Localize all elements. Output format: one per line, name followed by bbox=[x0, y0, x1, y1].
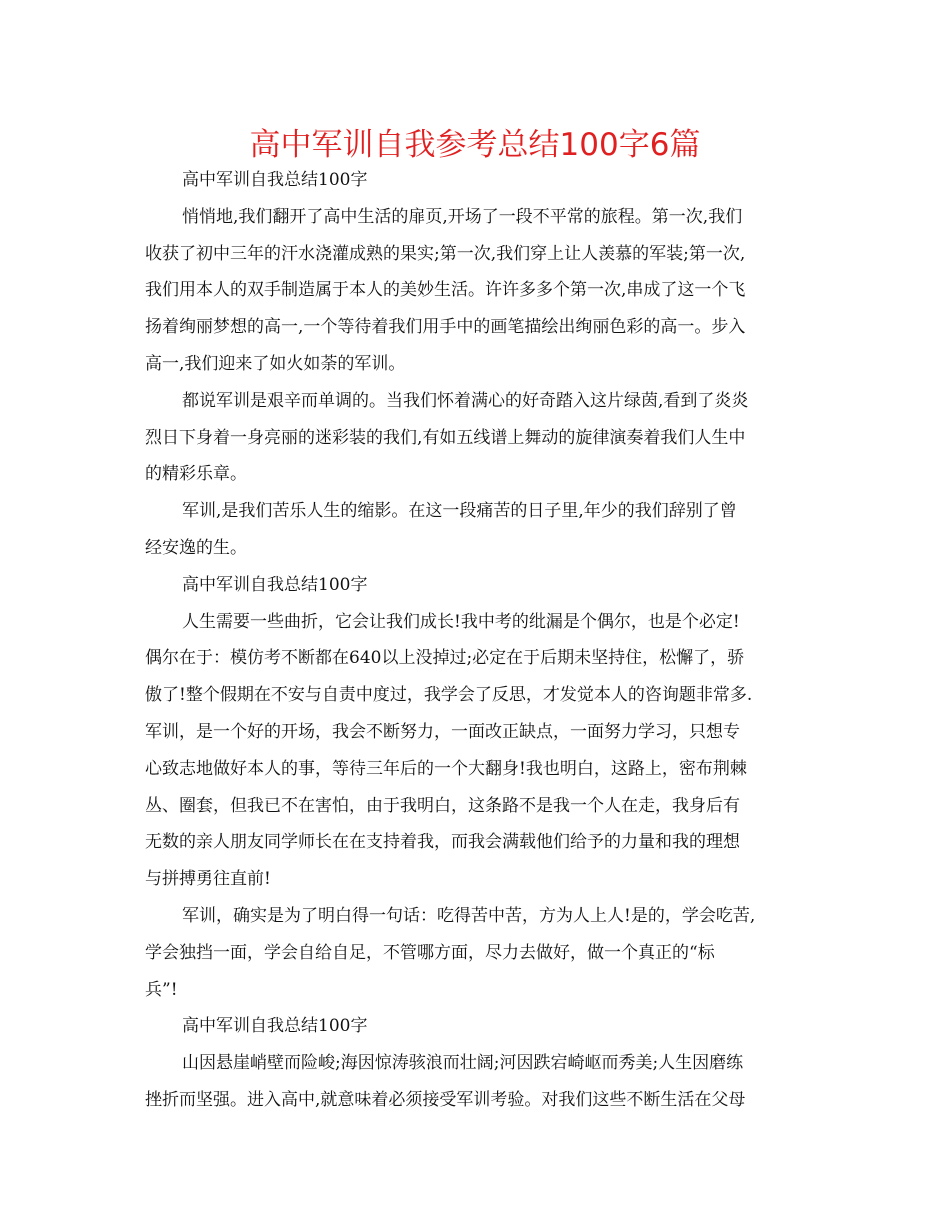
text-line: 傲了!整个假期在不安与自责中度过，我学会了反思，才发觉本人的咨询题非常多. bbox=[145, 685, 753, 706]
text-line: 我们用本人的双手制造属于本人的美妙生活。许许多多个第一次,串成了这一个飞 bbox=[145, 280, 746, 301]
text-line: 军训，确实是为了明白得一句话：吃得苦中苦，方为人上人!是的，学会吃苦, bbox=[182, 905, 756, 926]
text-line: 与拼搏勇往直前! bbox=[145, 869, 271, 890]
text-line: 学会独挡一面，学会自给自足，不管哪方面，尽力去做好，做一个真正的“标 bbox=[145, 942, 715, 963]
text-line: 高中军训自我总结100字 bbox=[182, 170, 368, 190]
text-line: 心致志地做好本人的事，等待三年后的一个大翻身!我也明白，这路上，密布荆棘 bbox=[145, 758, 747, 779]
text-line: 偶尔在于：模仿考不断都在640以上没掉过;必定在于后期未坚持住，松懈了，骄 bbox=[145, 648, 745, 669]
text-line: 悄悄地,我们翻开了高中生活的扉页,开场了一段不平常的旅程。第一次,我们 bbox=[182, 206, 743, 227]
text-line: 收获了初中三年的汗水浇灌成熟的果实;第一次,我们穿上让人羡慕的军装;第一次, bbox=[145, 243, 746, 264]
text-line: 丛、圈套，但我已不在害怕，由于我明白，这条路不是我一个人在走，我身后有 bbox=[145, 795, 740, 816]
text-line: 高中军训自我总结100字 bbox=[182, 574, 368, 595]
text-line: 军训，是一个好的开场，我会不断努力，一面改正缺点，一面努力学习，只想专 bbox=[145, 721, 740, 742]
text-line: 高中军训自我总结100字 bbox=[182, 1016, 368, 1037]
text-line: 挫折而坚强。进入高中,就意味着必须接受军训考验。对我们这些不断生活在父母 bbox=[145, 1089, 746, 1110]
text-line: 经安逸的生。 bbox=[145, 537, 247, 558]
text-line: 兵”! bbox=[145, 979, 178, 1000]
text-line: 扬着绚丽梦想的高一,一个等待着我们用手中的画笔描绘出绚丽色彩的高一。步入 bbox=[145, 317, 746, 338]
text-line: 无数的亲人朋友同学师长在在支持着我，而我会满载他们给予的力量和我的理想 bbox=[145, 832, 740, 853]
text-line: 的精彩乐章。 bbox=[145, 464, 247, 485]
text-line: 烈日下身着一身亮丽的迷彩装的我们,有如五线谱上舞动的旋律演奏着我们人生中 bbox=[145, 427, 746, 448]
text-line: 山因悬崖峭壁而险峻;海因惊涛骇浪而壮阔;河因跌宕崎岖而秀美;人生因磨练 bbox=[182, 1053, 744, 1074]
text-line: 人生需要一些曲折，它会让我们成长!我中考的纰漏是个偶尔，也是个必定! bbox=[182, 611, 740, 632]
document-title: 高中军训自我参考总结100字6篇 bbox=[249, 127, 701, 163]
document-body bbox=[145, 162, 815, 1119]
text-line: 高一,我们迎来了如火如荼的军训。 bbox=[145, 353, 406, 374]
text-line: 都说军训是艰辛而单调的。当我们怀着满心的好奇踏入这片绿茵,看到了炎炎 bbox=[182, 390, 749, 411]
text-line: 军训,是我们苦乐人生的缩影。在这一段痛苦的日子里,年少的我们辞别了曾 bbox=[182, 501, 737, 522]
